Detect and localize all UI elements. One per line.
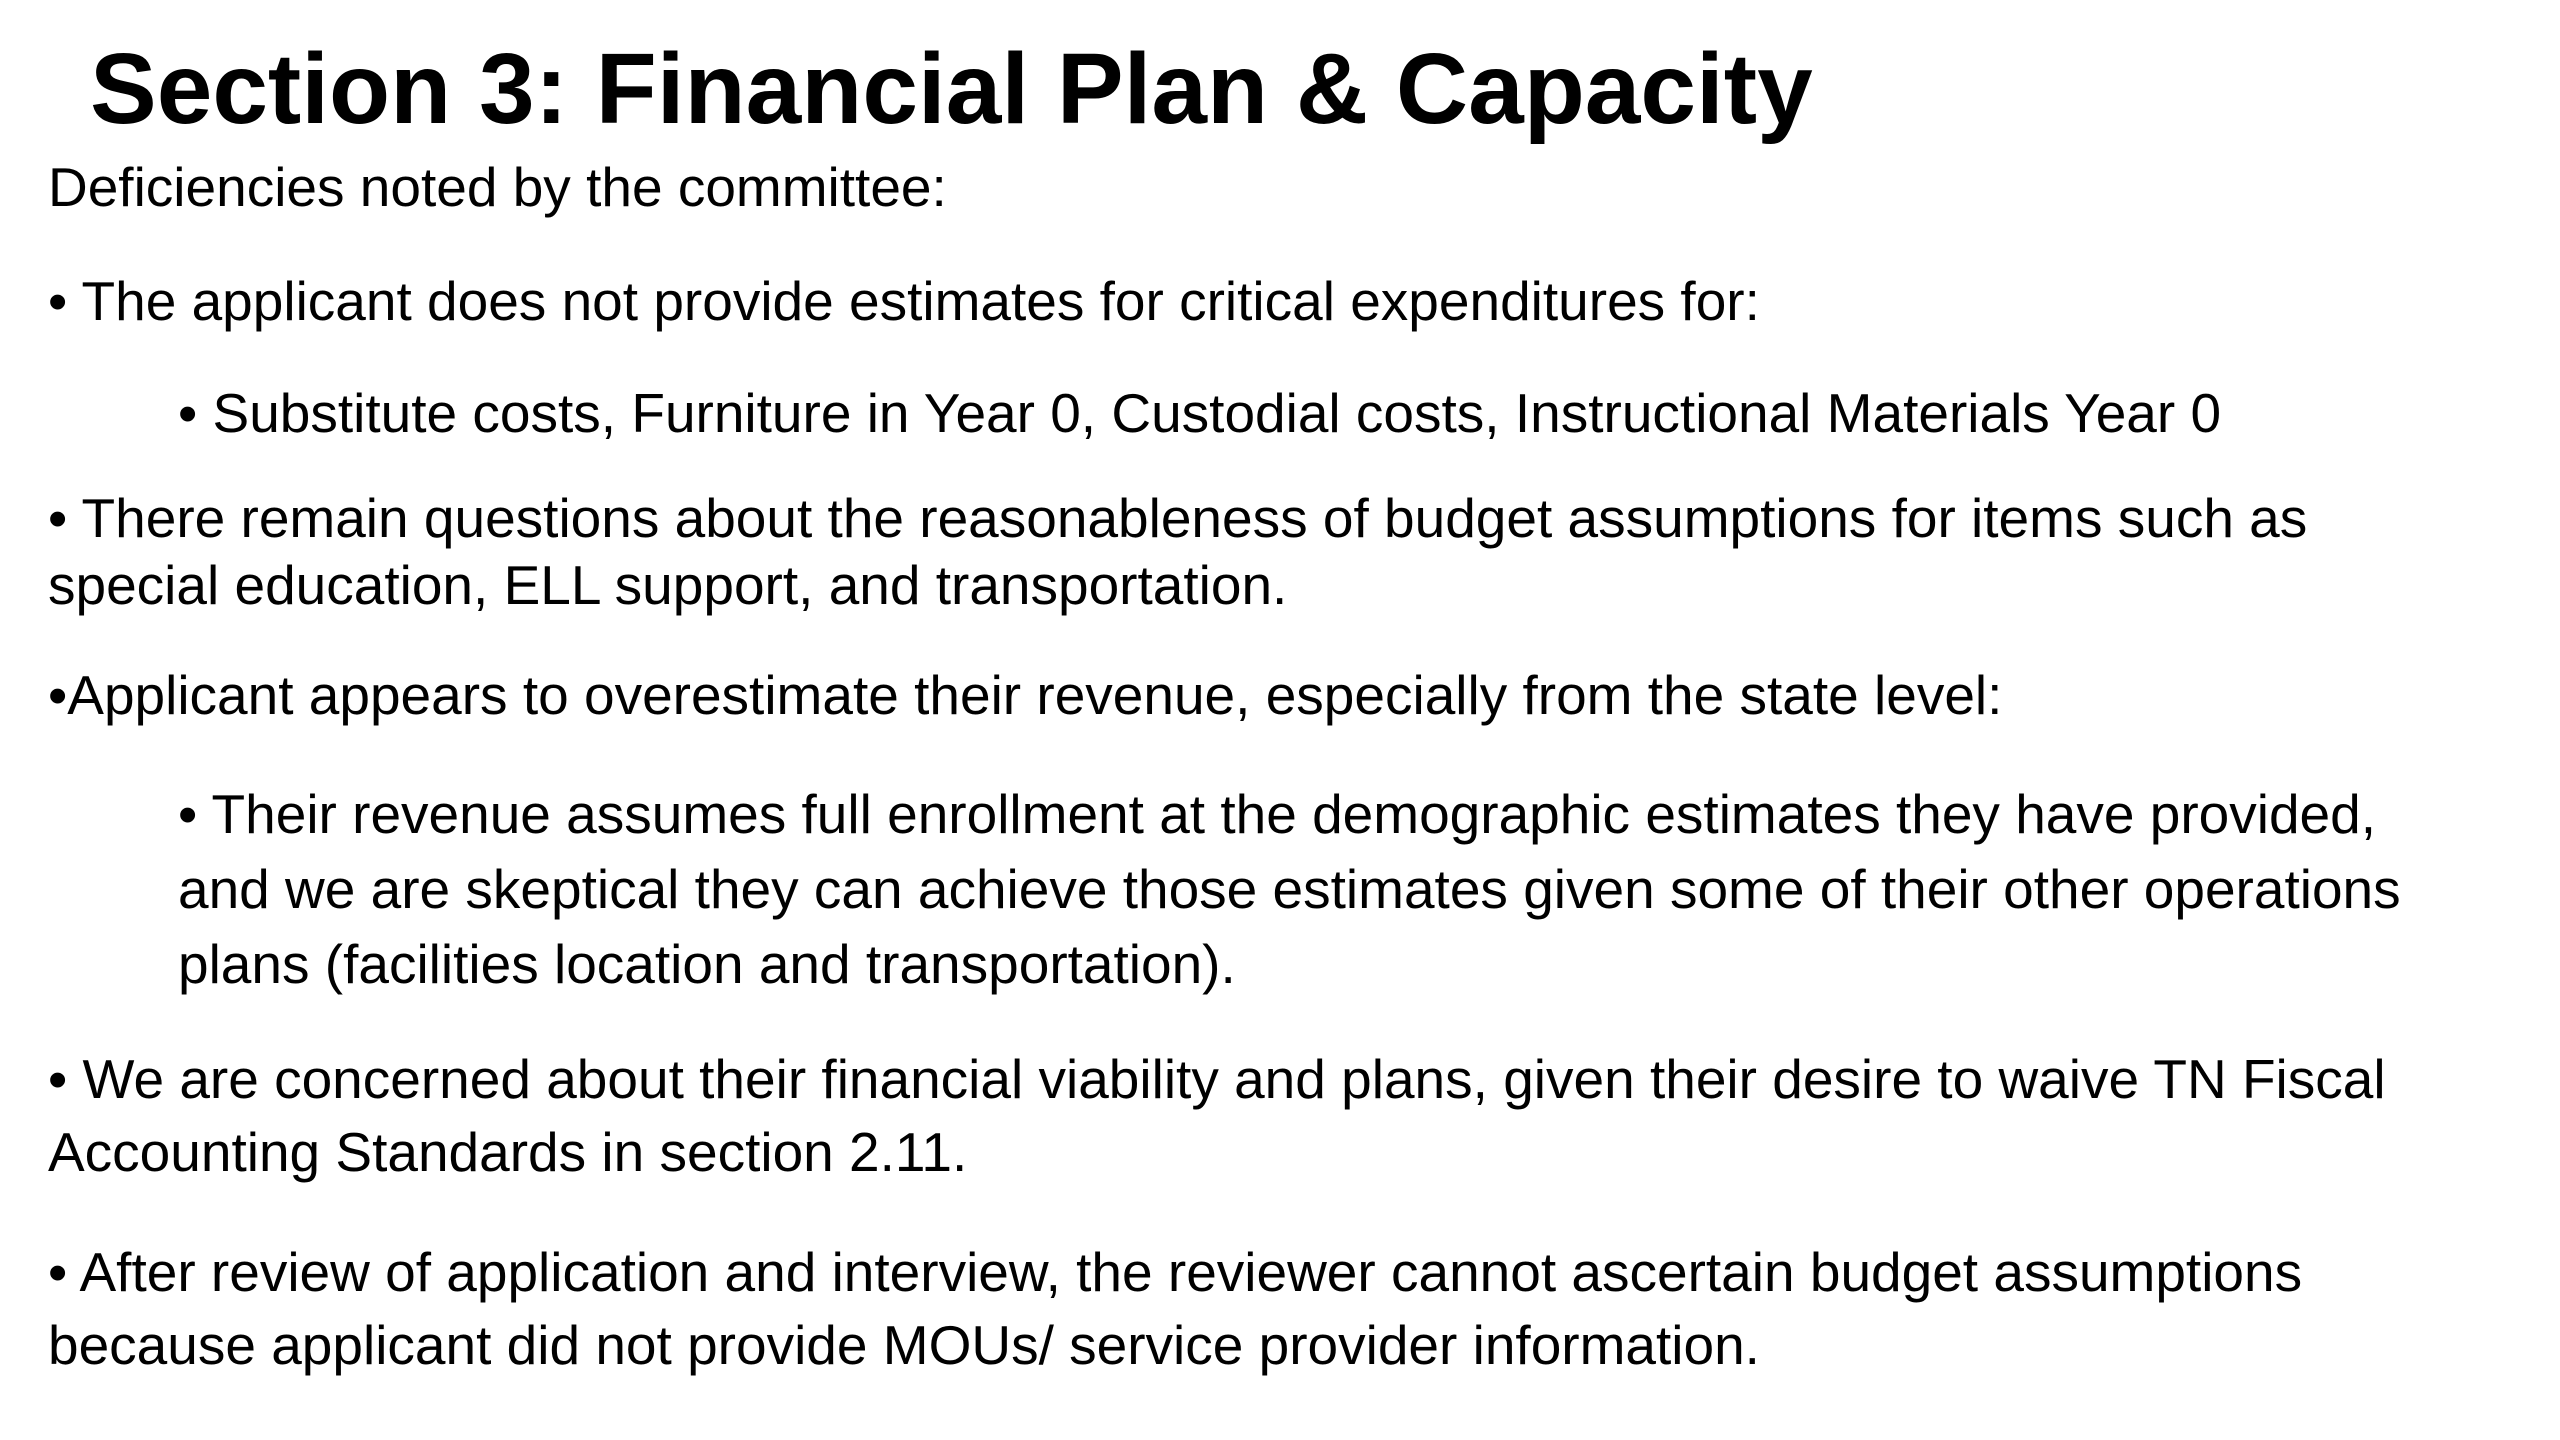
sub-bullet-enrollment: • Their revenue assumes full enrollment at the demographic estimates they have provided, and we are skeptical they can achieve those estimates given some of their other operations plans (facilities location and transportation). xyxy=(178,783,2401,995)
bullet-financial-viability: • We are concerned about their financial viability and plans, given their desire to waive TN Fiscal Accounting Standards in section 2.11. xyxy=(48,1048,2386,1183)
bullet-critical-expenditures: • The applicant does not provide estimates for critical expenditures for: xyxy=(48,270,1760,332)
bullet-budget-assumptions: • There remain questions about the reasonableness of budget assumptions for items such as special education, ELL support, and transportation. xyxy=(48,487,2308,616)
bullet-revenue-overestimate: •Applicant appears to overestimate their revenue, especially from the state level: xyxy=(48,664,2003,726)
intro-text: Deficiencies noted by the committee: xyxy=(48,156,947,218)
sub-bullet-cost-items: • Substitute costs, Furniture in Year 0, Custodial costs, Instructional Materials Year 0 xyxy=(178,382,2222,444)
bullet-mou-information: • After review of application and interview, the reviewer cannot ascertain budget assumptions because applicant did not provide MOUs/ service provider information. xyxy=(48,1241,2303,1376)
slide-title: Section 3: Financial Plan & Capacity xyxy=(90,33,1813,145)
